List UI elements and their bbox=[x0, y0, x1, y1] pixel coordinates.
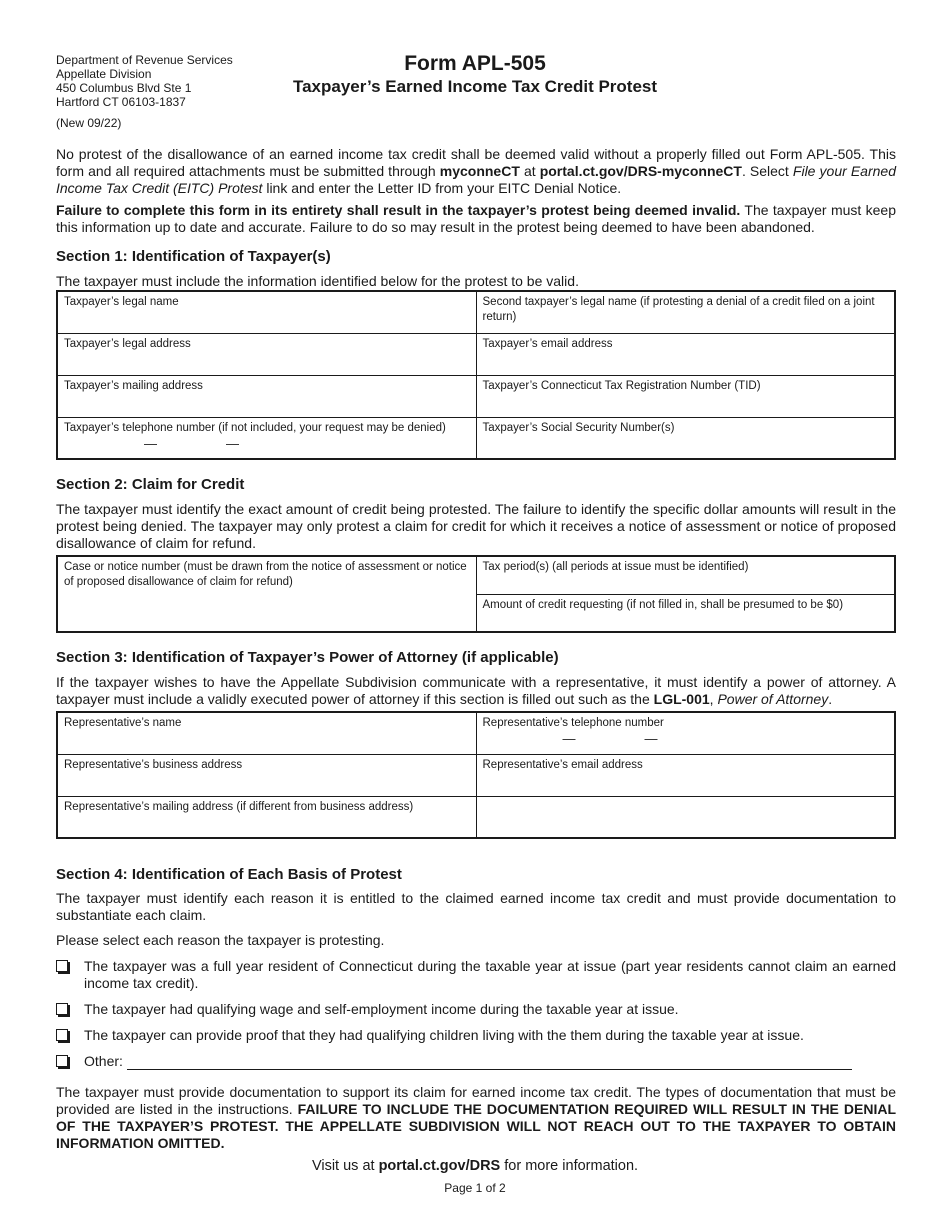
footer-visit bbox=[0, 1158, 950, 1174]
representative-name-field[interactable] bbox=[57, 712, 476, 754]
representative-table bbox=[56, 711, 896, 839]
field-label: Amount of credit requesting (if not filled in, shall be presumed to be $0) bbox=[482, 598, 844, 611]
documentation-text: The taxpayer must provide documentation to support its claim for earned income tax credit. The types of documentation that must be provided are listed in the instructions. bbox=[56, 1084, 896, 1117]
form-header bbox=[250, 51, 700, 98]
poa-text: If the taxpayer wishes to have the Appellate Subdivision communicate with a representative, it must identify a power of attorney. A taxpayer must include a validly executed power of attorney if this section is filled out such as the bbox=[56, 674, 896, 707]
taxpayer-legal-name-field[interactable] bbox=[57, 291, 476, 333]
agency-address bbox=[56, 53, 233, 109]
basis-option-other[interactable] bbox=[56, 1053, 896, 1070]
form-title: Form APL-505 bbox=[404, 52, 546, 75]
claim-table bbox=[56, 555, 896, 633]
phone-separator: — bbox=[226, 435, 239, 451]
taxpayer-mailing-address-field[interactable] bbox=[57, 375, 476, 417]
option-label: The taxpayer was a full year resident of Connecticut during the taxable year at issue (part year residents cannot claim an earned income tax credit). bbox=[84, 958, 896, 991]
agency-line: Hartford CT 06103-1837 bbox=[56, 95, 186, 109]
taxpayer-ssn-field[interactable] bbox=[476, 417, 895, 459]
warning-bold: Failure to complete this form in its entirety shall result in the taxpayer’s protest being deemed invalid. bbox=[56, 202, 741, 218]
agency-line: 450 Columbus Blvd Ste 1 bbox=[56, 81, 192, 95]
poa-text: . bbox=[828, 691, 833, 707]
basis-option-residency[interactable] bbox=[56, 958, 896, 992]
phone-separator: — bbox=[144, 435, 157, 451]
representative-email-field[interactable] bbox=[476, 754, 895, 796]
poa-form-number: LGL-001 bbox=[653, 691, 710, 707]
section4-heading: Section 4: Identification of Each Basis of Protest bbox=[56, 866, 402, 883]
agency-line: Appellate Division bbox=[56, 67, 152, 81]
field-label: Tax period(s) (all periods at issue must be identified) bbox=[482, 561, 749, 573]
myconnect-link[interactable]: portal.ct.gov/DRS-myconneCT bbox=[539, 163, 742, 179]
protest-link-name: File your Earned Income Tax Credit (EITC) Protest bbox=[56, 163, 896, 196]
representative-business-address-field[interactable] bbox=[57, 754, 476, 796]
checkbox[interactable] bbox=[56, 960, 68, 972]
form-subtitle: Taxpayer’s Earned Income Tax Credit Protest bbox=[292, 77, 658, 96]
taxpayer-tid-field[interactable] bbox=[476, 375, 895, 417]
checkbox[interactable] bbox=[56, 1055, 68, 1067]
intro-text: link and enter the Letter ID from your EITC Denial Notice. bbox=[262, 180, 622, 196]
representative-telephone-field[interactable] bbox=[476, 712, 895, 754]
field-label: Taxpayer’s mailing address bbox=[64, 379, 203, 392]
phone-separator: — bbox=[644, 731, 658, 746]
drs-link[interactable]: portal.ct.gov/DRS bbox=[378, 1158, 501, 1174]
basis-option-children[interactable] bbox=[56, 1027, 896, 1044]
section1-note: The taxpayer must include the information identified below for the protest to be valid. bbox=[56, 273, 579, 289]
footer-text: Visit us at bbox=[311, 1158, 379, 1174]
intro-text: at bbox=[519, 163, 540, 179]
phone-separator: — bbox=[562, 731, 576, 746]
intro-text: No protest of the disallowance of an earned income tax credit shall be deemed valid without a properly filled out Form APL-505. This form and all required attachments must be submitted through bbox=[56, 146, 896, 179]
option-label: Other: bbox=[84, 1053, 123, 1069]
taxpayer-legal-address-field[interactable] bbox=[57, 333, 476, 375]
representative-mailing-address-field[interactable] bbox=[57, 796, 476, 838]
taxpayer-telephone-field[interactable] bbox=[57, 417, 476, 459]
other-reason-input[interactable] bbox=[127, 1055, 852, 1070]
intro-text: . Select bbox=[741, 163, 793, 179]
poa-text: , bbox=[709, 691, 718, 707]
section3-note bbox=[56, 674, 896, 708]
option-label: The taxpayer can provide proof that they had qualifying children living with the them during the taxable year at issue. bbox=[84, 1027, 804, 1043]
second-taxpayer-name-field[interactable] bbox=[476, 291, 895, 333]
field-label: Representative’s telephone number bbox=[482, 717, 664, 729]
agency-line: Department of Revenue Services bbox=[56, 53, 233, 67]
documentation-paragraph bbox=[56, 1084, 896, 1152]
empty-cell bbox=[476, 796, 895, 838]
myconnect-name: myconneCT bbox=[439, 163, 520, 179]
section4-note: The taxpayer must identify each reason it is entitled to the claimed earned income tax credit and must provide documentation to substantiate each claim. bbox=[56, 890, 896, 923]
section2-heading: Section 2: Claim for Credit bbox=[56, 476, 245, 493]
section3-heading: Section 3: Identification of Taxpayer’s Power of Attorney (if applicable) bbox=[56, 649, 559, 666]
checkbox[interactable] bbox=[56, 1003, 68, 1015]
documentation-warning: FAILURE TO INCLUDE THE DOCUMENTATION REQUIRED WILL RESULT IN THE DENIAL OF THE TAXPAYER’S PROTEST. THE APPELLATE SUBDIVISION WILL NOT REACH OUT TO THE TAXPAYER TO OBTAIN INFORMATION OMITTED. bbox=[56, 1101, 896, 1151]
basis-option-income[interactable] bbox=[56, 1001, 896, 1018]
field-label: Case or notice number (must be drawn from the notice of assessment or notice of proposed disallowance of claim for refund) bbox=[64, 561, 467, 588]
field-label: Taxpayer’s Social Security Number(s) bbox=[482, 421, 675, 434]
revision-date: (New 09/22) bbox=[56, 116, 122, 130]
taxpayer-email-field[interactable] bbox=[476, 333, 895, 375]
option-label: The taxpayer had qualifying wage and self-employment income during the taxable year at issue. bbox=[84, 1001, 679, 1017]
tax-period-field[interactable] bbox=[476, 556, 895, 594]
field-label: Taxpayer’s email address bbox=[482, 337, 613, 350]
field-label: Representative’s business address bbox=[64, 758, 243, 771]
field-label: Representative’s mailing address (if different from business address) bbox=[64, 800, 414, 813]
field-label: Taxpayer’s legal address bbox=[64, 337, 191, 350]
field-label: Taxpayer’s legal name bbox=[64, 296, 179, 308]
credit-amount-field[interactable] bbox=[476, 594, 895, 632]
section4-prompt: Please select each reason the taxpayer is protesting. bbox=[56, 932, 385, 948]
page-number: Page 1 of 2 bbox=[444, 1181, 506, 1195]
footer-text: for more information. bbox=[500, 1158, 639, 1174]
field-label: Taxpayer’s Connecticut Tax Registration Number (TID) bbox=[482, 379, 761, 392]
case-number-field[interactable] bbox=[57, 556, 476, 632]
section2-note: The taxpayer must identify the exact amount of credit being protested. The failure to identify the specific dollar amounts will result in the protest being denied. The taxpayer may only protest a claim for credit for which it receives a notice of assessment or notice of proposed disallowance of claim for refund. bbox=[56, 501, 896, 551]
section1-heading: Section 1: Identification of Taxpayer(s) bbox=[56, 248, 331, 265]
warning-paragraph bbox=[56, 202, 896, 236]
field-label: Representative’s name bbox=[64, 717, 182, 729]
field-label: Second taxpayer’s legal name (if protesting a denial of a credit filed on a joint return) bbox=[482, 296, 875, 323]
intro-paragraph bbox=[56, 146, 896, 197]
field-label: Taxpayer’s telephone number (if not included, your request may be denied) bbox=[64, 421, 446, 434]
warning-text: The taxpayer must keep this information up to date and accurate. Failure to do so may result in the protest being deemed to have been abandoned. bbox=[56, 202, 897, 235]
poa-form-name: Power of Attorney bbox=[717, 691, 829, 707]
taxpayer-table bbox=[56, 290, 896, 460]
checkbox[interactable] bbox=[56, 1029, 68, 1041]
field-label: Representative’s email address bbox=[482, 758, 643, 771]
